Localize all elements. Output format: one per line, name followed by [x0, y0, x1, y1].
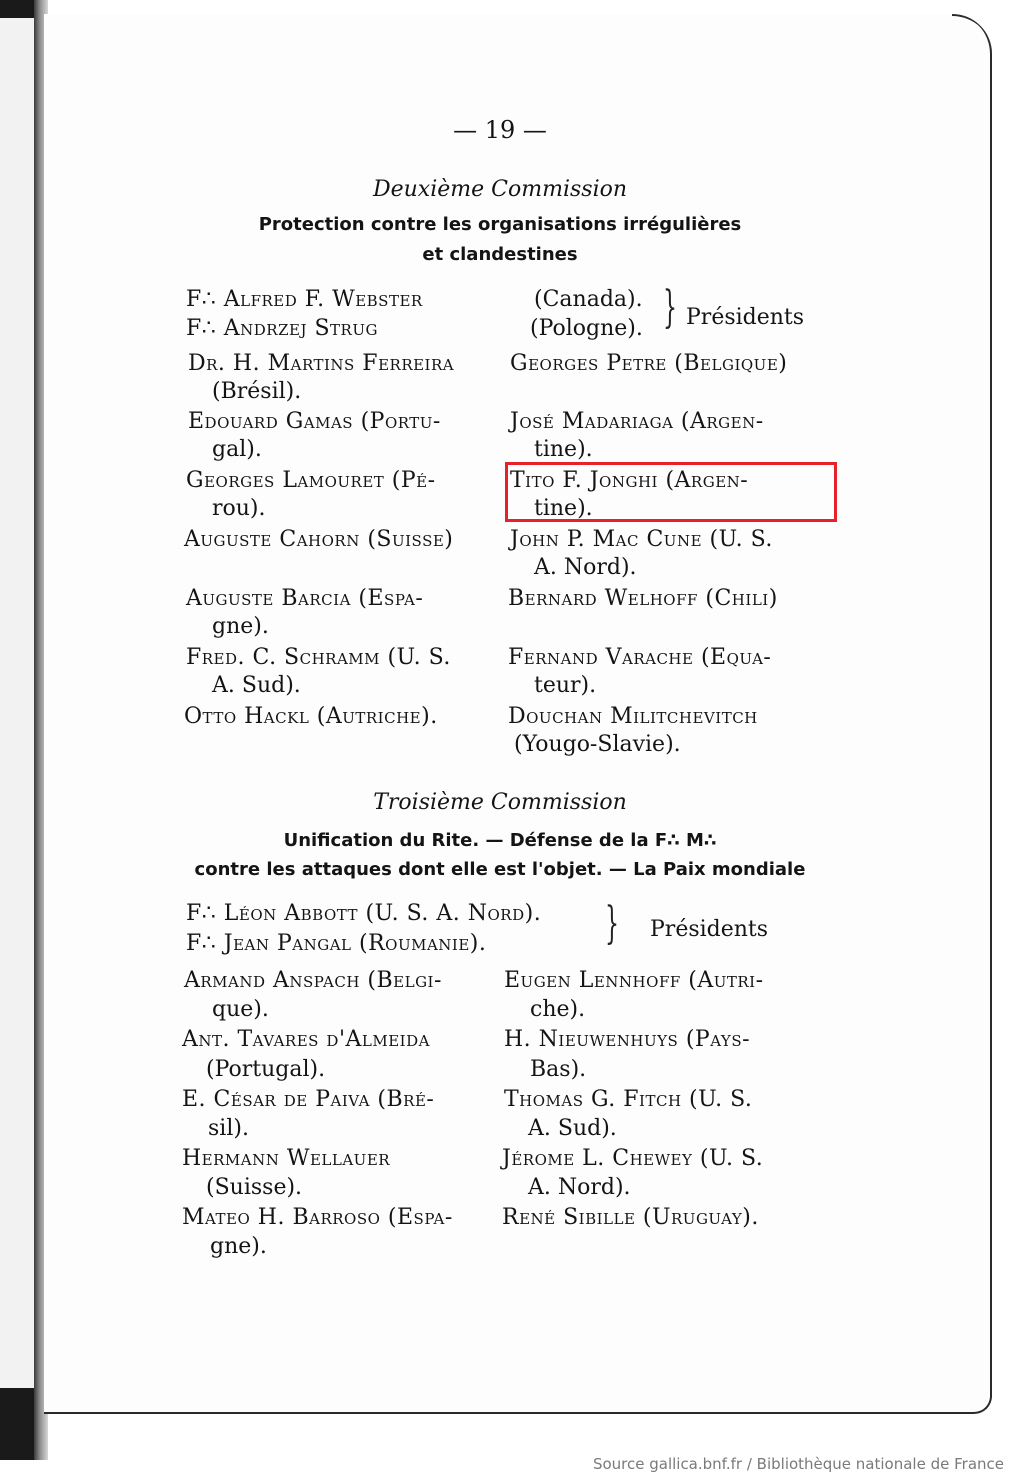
- c3-member-1-left-line2: que).: [212, 997, 269, 1022]
- c3-member-5-left-line1: Mateo H. Barroso (Espa-: [182, 1205, 453, 1230]
- c2-member-3-right-line1: Tito F. Jonghi (Argen-: [510, 468, 749, 493]
- c2-member-4-right-line2: A. Nord).: [534, 555, 637, 580]
- c2-member-3-left-line1: Georges Lamouret (Pé-: [186, 468, 436, 493]
- commission3-subtitle-line1: Unification du Rite. — Défense de la F∴ M∴: [283, 830, 717, 851]
- c2-member-1-left-line1: Dr. H. Martins Ferreira: [188, 351, 455, 376]
- c2-member-5-right-line1: Bernard Welhoff (Chili): [508, 586, 778, 611]
- c3-president-2-name: F∴ Jean Pangal (Roumanie).: [186, 931, 487, 956]
- commission2-title: Deuxième Commission: [372, 177, 628, 202]
- c3-presidents-label: Présidents: [650, 917, 769, 942]
- c3-member-1-right-line2: che).: [530, 997, 586, 1022]
- source-credit: Source gallica.bnf.fr / Bibliothèque nationale de France: [592, 1455, 1004, 1473]
- c3-member-4-right-line2: A. Nord).: [528, 1175, 631, 1200]
- c3-member-2-right-line2: Bas).: [530, 1057, 587, 1082]
- c3-member-2-left-line1: Ant. Tavares d'Almeida: [182, 1027, 430, 1052]
- c2-president-1-name: F∴ Alfred F. Webster: [186, 287, 423, 312]
- c2-member-5-left-line1: Auguste Barcia (Espa-: [186, 586, 424, 611]
- c3-president-1-name: F∴ Léon Abbott (U. S. A. Nord).: [186, 901, 542, 926]
- c2-member-6-left-line2: A. Sud).: [212, 673, 301, 698]
- c3-member-3-left-line1: E. César de Paiva (Bré-: [182, 1087, 435, 1112]
- highlight-box: [505, 462, 837, 522]
- c3-member-1-right-line1: Eugen Lennhoff (Autri-: [504, 968, 764, 993]
- commission2-subtitle-line1: Protection contre les organisations irrégulières: [258, 214, 742, 235]
- c2-member-7-right-line2: (Yougo-Slavie).: [514, 732, 681, 757]
- c2-member-6-right-line2: teur).: [534, 673, 597, 698]
- c3-member-3-left-line2: sil).: [208, 1116, 249, 1141]
- c3-member-1-left-line1: Armand Anspach (Belgi-: [184, 968, 442, 993]
- c2-member-4-right-line1: John P. Mac Cune (U. S.: [510, 527, 773, 552]
- c2-member-7-right-line1: Douchan Militchevitch: [508, 704, 758, 729]
- c2-president-2-country: (Pologne).: [530, 316, 643, 341]
- c2-member-1-right-line1: Georges Petre (Belgique): [510, 351, 788, 376]
- page-number: — 19 —: [453, 116, 547, 144]
- c2-member-7-left-line1: Otto Hackl (Autriche).: [184, 704, 438, 729]
- commission3-subtitle-line2: contre les attaques dont elle est l'objet. — La Paix mondiale: [194, 859, 806, 880]
- c2-presidents-label: Présidents: [686, 305, 805, 330]
- c2-member-2-right-line2: tine).: [534, 437, 593, 462]
- c2-member-6-left-line1: Fred. C. Schramm (U. S.: [186, 645, 451, 670]
- commission3-title: Troisième Commission: [373, 790, 627, 815]
- c3-member-4-left-line1: Hermann Wellauer: [182, 1146, 391, 1171]
- c2-member-2-left-line2: gal).: [212, 437, 262, 462]
- commission2-subtitle-line2: et clandestines: [422, 244, 578, 265]
- c3-member-2-left-line2: (Portugal).: [206, 1057, 326, 1082]
- c3-member-4-right-line1: Jérome L. Chewey (U. S.: [502, 1146, 764, 1171]
- c3-member-3-right-line2: A. Sud).: [528, 1116, 617, 1141]
- c3-member-2-right-line1: H. Nieuwenhuys (Pays-: [504, 1027, 751, 1052]
- c3-member-3-right-line1: Thomas G. Fitch (U. S.: [504, 1087, 753, 1112]
- c2-member-2-right-line1: José Madariaga (Argen-: [510, 409, 764, 434]
- c3-member-4-left-line2: (Suisse).: [206, 1175, 303, 1200]
- c2-member-3-right-line2: tine).: [534, 496, 593, 521]
- c3-presidents-brace: }: [605, 898, 619, 949]
- c2-presidents-brace: }: [663, 282, 677, 333]
- c3-member-5-right-line1: René Sibille (Uruguay).: [502, 1205, 759, 1230]
- c2-member-5-left-line2: gne).: [212, 614, 269, 639]
- c2-president-2-name: F∴ Andrzej Strug: [186, 316, 378, 341]
- c2-member-1-left-line2: (Brésil).: [212, 379, 302, 404]
- c2-member-6-right-line1: Fernand Varache (Equa-: [508, 645, 772, 670]
- c2-member-4-left-line1: Auguste Cahorn (Suisse): [184, 527, 454, 552]
- c2-president-1-country: (Canada).: [534, 287, 643, 312]
- c3-member-5-left-line2: gne).: [210, 1234, 267, 1259]
- c2-member-3-left-line2: rou).: [212, 496, 266, 521]
- c2-member-2-left-line1: Edouard Gamas (Portu-: [188, 409, 441, 434]
